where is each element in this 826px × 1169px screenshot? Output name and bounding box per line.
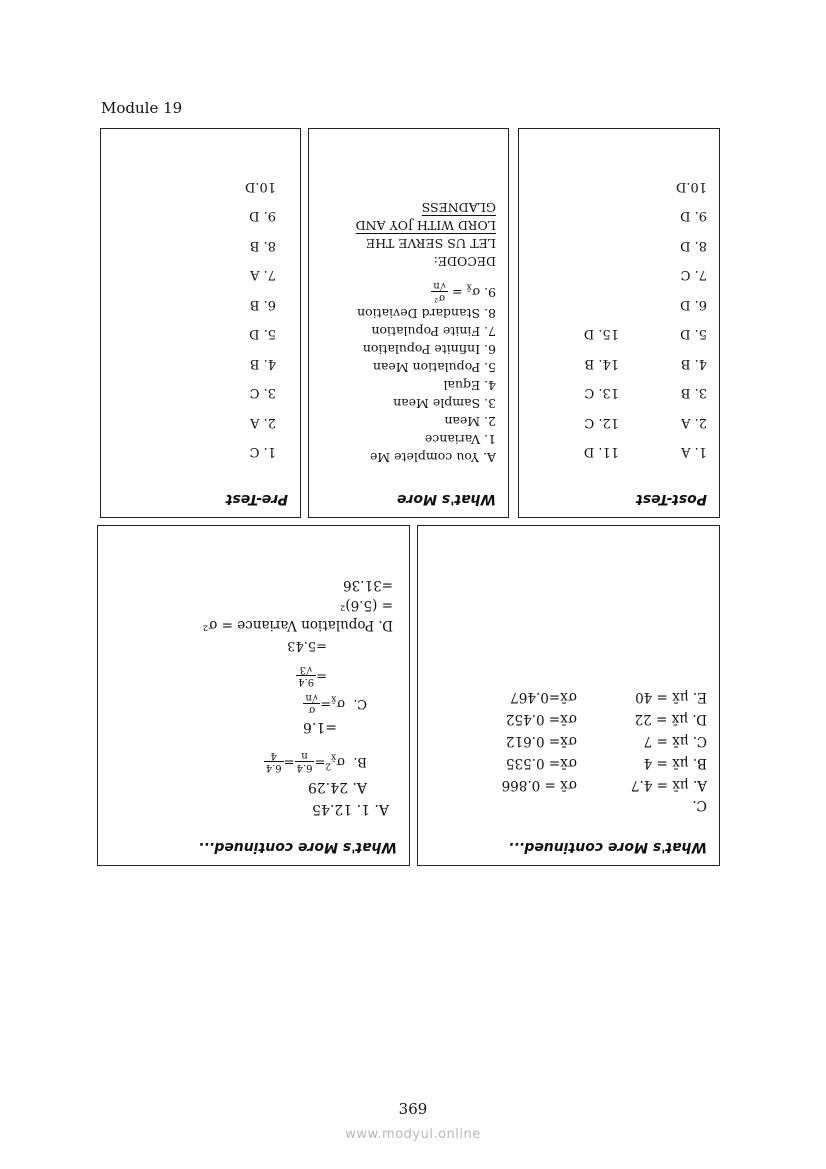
whatsmore-item-9: 9. $\sigma_{x̄}$ = σ² √n xyxy=(433,280,496,303)
posttest-item: 6. D xyxy=(680,297,707,312)
decode-line: GLADNESS xyxy=(421,200,496,215)
pretest-item: 4. B xyxy=(249,356,276,371)
pretest-item: 2. A xyxy=(250,415,276,430)
mean-row: B. μx̄ = 4 xyxy=(643,755,707,771)
posttest-item: 12. C xyxy=(584,415,619,430)
decode-label: DECODE: xyxy=(433,254,496,269)
whatsmore-item: 8. Standard Deviation xyxy=(357,306,496,321)
answer-b-result: =1.6 xyxy=(303,719,337,735)
morecont-right-box xyxy=(417,525,720,866)
mean-row: D. μx̄ = 22 xyxy=(634,711,707,727)
answer-b: B. $\sigma_{x̄}^2=$ 6.4 n = 6.4 4 xyxy=(265,750,367,773)
module-label: Module 19 xyxy=(101,99,183,117)
watermark: www.modyul.online xyxy=(345,1127,481,1142)
whatsmore-item: 1. Variance xyxy=(424,432,496,447)
morecont-right-title: What's More continued... xyxy=(508,839,707,855)
whatsmore-box xyxy=(308,128,509,518)
whatsmore-title: What's More xyxy=(397,491,496,507)
whatsmore-item: 6. Infinite Population xyxy=(362,342,496,357)
sd-row: σx̄= 0.535 xyxy=(505,755,577,771)
pretest-item: 1. C xyxy=(249,444,276,459)
pretest-item: 5. D xyxy=(249,326,276,341)
pretest-item: 7. A xyxy=(250,267,276,282)
whatsmore-item: 5. Population Mean xyxy=(372,360,496,375)
sd-row: σx̄= 0.452 xyxy=(505,711,577,727)
posttest-item: 14. B xyxy=(584,356,619,371)
sd-row: σx̄= 0.612 xyxy=(505,733,577,749)
posttest-item: 8. D xyxy=(680,238,707,253)
pretest-item: 3. C xyxy=(249,385,276,400)
mean-row: C. μx̄ = 7 xyxy=(643,733,707,749)
whatsmore-item: 4. Equal xyxy=(443,378,496,393)
mean-row: E. μx̄ = 40 xyxy=(635,689,707,705)
pretest-item: 8. B xyxy=(249,238,276,253)
posttest-item: 15. D xyxy=(583,326,619,341)
whatsmore-item: 7. Finite Population xyxy=(371,324,496,339)
decode-line: LORD WITH JOY AND xyxy=(355,218,496,233)
answer-c-result: =5.43 xyxy=(287,638,327,653)
answer-a2: A. 24.29 xyxy=(307,779,367,795)
answer-c-label: C. xyxy=(692,797,707,813)
posttest-item: 11. D xyxy=(583,444,619,459)
posttest-item: 9. D xyxy=(680,208,707,223)
decode-line: LET US SERVE THE xyxy=(366,236,496,251)
answer-d: D. Population Variance = σ² xyxy=(202,617,393,633)
answer-a1: A. 1. 12.45 xyxy=(312,801,389,817)
page-number: 369 xyxy=(398,1100,428,1118)
sd-row: σx̄ = 0.866 xyxy=(501,777,577,793)
posttest-item: 2. A xyxy=(681,415,707,430)
answer-c: C. $\sigma_{x̄}=$ σ √n xyxy=(305,692,367,715)
pretest-item: 10.D xyxy=(244,179,276,194)
posttest-item: 5. D xyxy=(680,326,707,341)
mean-row: A. μx̄ = 4.7 xyxy=(630,777,707,793)
morecont-left-title: What's More continued... xyxy=(198,839,397,855)
posttest-item: 7. C xyxy=(680,267,707,282)
morecont-left-box xyxy=(97,525,410,866)
answer-d-step: = (5.6)² xyxy=(339,597,393,613)
pretest-item: 9. D xyxy=(249,208,276,223)
pretest-item: 6. B xyxy=(249,297,276,312)
posttest-box xyxy=(518,128,720,518)
posttest-item: 13. C xyxy=(584,385,619,400)
pretest-box xyxy=(100,128,301,518)
whatsmore-item: 3. Sample Mean xyxy=(393,396,496,411)
posttest-item: 3. B xyxy=(680,385,707,400)
posttest-item: 4. B xyxy=(680,356,707,371)
posttest-title: Post-Test xyxy=(636,491,707,507)
answer-c-step: = 9.4 √3 xyxy=(298,664,327,687)
posttest-item: 1. A xyxy=(681,444,707,459)
pretest-title: Pre-Test xyxy=(225,491,288,507)
answer-d-result: =31.36 xyxy=(343,577,393,593)
whatsmore-heading: A. You complete Me xyxy=(369,450,496,465)
sd-row: σx̄=0.467 xyxy=(510,689,577,705)
whatsmore-item: 2. Mean xyxy=(444,414,496,429)
posttest-item: 10.D xyxy=(675,179,707,194)
